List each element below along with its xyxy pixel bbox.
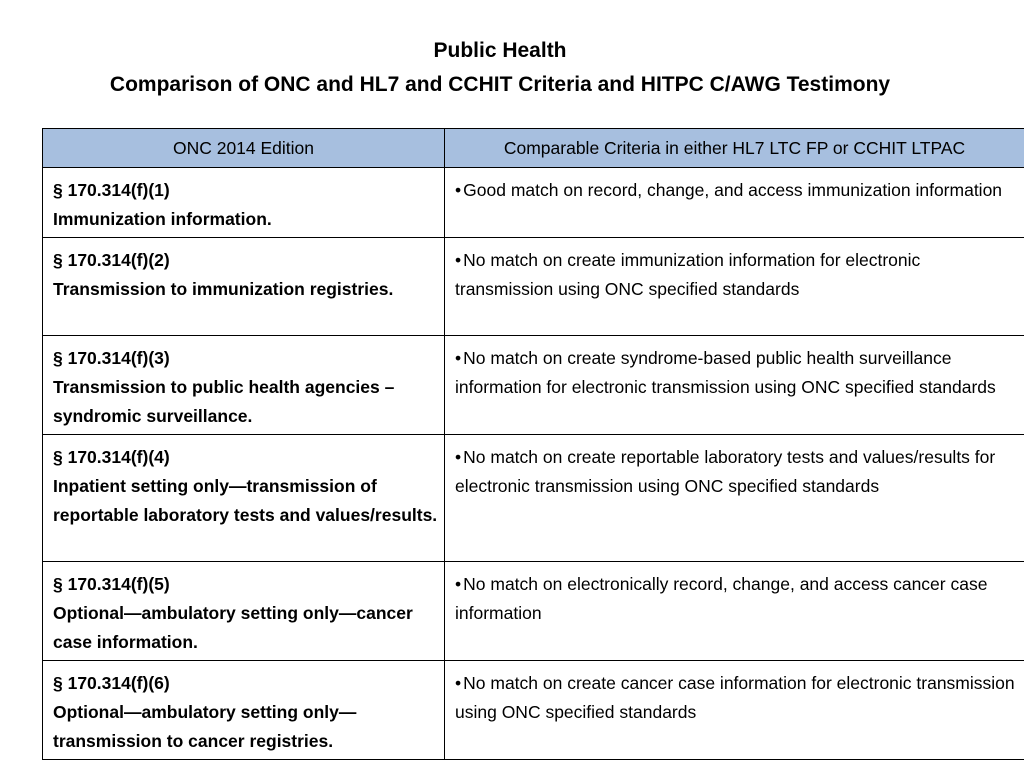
bullet-icon: • [455,348,462,368]
comparison-cell [445,435,1024,562]
bullet-icon: • [455,447,462,467]
criterion-title: Immunization information. [53,209,272,229]
onc-criterion-cell [43,336,445,435]
title-line-2: Comparison of ONC and HL7 and CCHIT Criteria and HITPC C/AWG Testimony [109,73,891,96]
criterion-section: § 170.314(f)(4) [53,447,170,467]
onc-criterion-cell [43,562,445,661]
criterion-title: Transmission to immunization registries. [53,279,394,299]
bullet-icon: • [455,250,462,270]
comparison-text: Good match on record, change, and access immunization information [463,180,1003,200]
criterion-title: Optional—ambulatory setting only—transmission to cancer registries. [53,702,357,751]
onc-criterion-cell [43,238,445,336]
criterion-title: Inpatient setting only—transmission of reportable laboratory tests and values/results. [53,476,438,525]
criterion-title: Optional—ambulatory setting only—cancer case information. [53,603,413,652]
criterion-title: Transmission to public health agencies – syndromic surveillance. [53,377,395,426]
comparison-cell [445,168,1024,238]
table-row [43,562,1024,661]
comparison-text: No match on create syndrome-based public health surveillance information for electronic transmission using ONC specified standards [455,348,996,397]
comparison-text: No match on electronically record, change, and access cancer case information [455,574,988,623]
comparison-cell [445,336,1024,435]
onc-criterion-cell [43,435,445,562]
header-comparable-criteria: Comparable Criteria in either HL7 LTC FP or CCHIT LTPAC [445,129,1024,168]
criteria-comparison-table [42,128,1024,760]
criterion-section: § 170.314(f)(5) [53,574,170,594]
comparison-cell [445,661,1024,760]
criterion-section: § 170.314(f)(2) [53,250,170,270]
onc-criterion-cell [43,168,445,238]
comparison-cell [445,238,1024,336]
comparison-text: No match on create cancer case information for electronic transmission using ONC specified standards [455,673,1015,722]
bullet-icon: • [455,574,462,594]
table-row [43,661,1024,760]
bullet-icon: • [455,180,462,200]
table-row [43,336,1024,435]
bullet-icon: • [455,673,462,693]
table-header-row [43,129,1024,168]
criterion-section: § 170.314(f)(6) [53,673,170,693]
criterion-section: § 170.314(f)(1) [53,180,170,200]
table-row [43,435,1024,562]
header-onc-2014-edition: ONC 2014 Edition [43,129,445,168]
criterion-section: § 170.314(f)(3) [53,348,170,368]
title-line-1: Public Health [433,39,567,62]
slide-title [0,34,1000,102]
onc-criterion-cell [43,661,445,760]
table-row [43,168,1024,238]
table-row [43,238,1024,336]
comparison-cell [445,562,1024,661]
comparison-text: No match on create immunization information for electronic transmission using ONC specified standards [455,250,921,299]
comparison-text: No match on create reportable laboratory tests and values/results for electronic transmission using ONC specified standards [455,447,996,496]
